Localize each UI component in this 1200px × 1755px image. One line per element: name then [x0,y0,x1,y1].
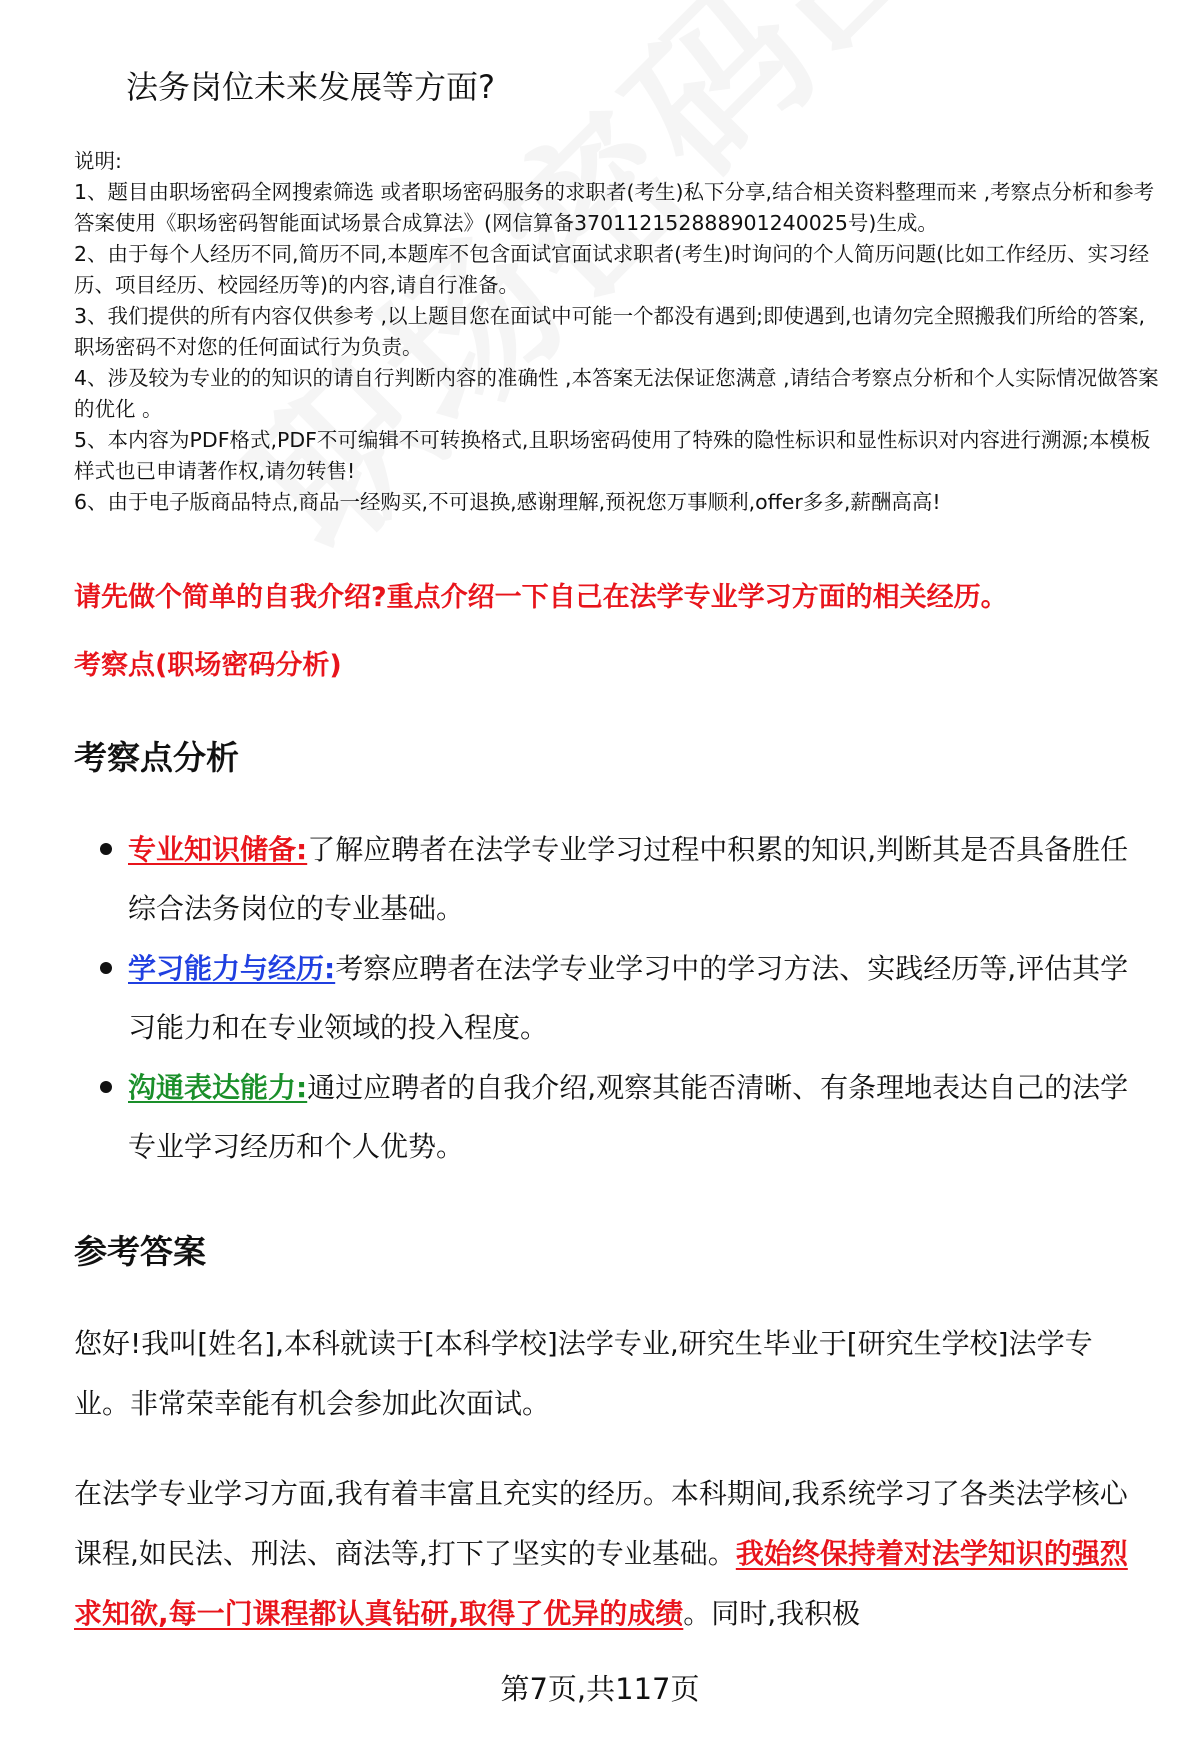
analysis-point [74,1058,1140,1176]
answer-text: 。同时,我积极 [683,1597,861,1630]
point-text: 了解应聘者在法学专业学习过程中积累的知识,判断其是否具备胜任综合法务岗位的专业基础。 [128,833,1129,925]
bullet-icon [100,1081,112,1093]
bullet-icon [100,843,112,855]
disclaimer-notes [74,146,1164,518]
point-term: 学习能力与经历: [128,952,336,985]
notes-title: 说明: [74,149,122,173]
interview-question: 请先做个简单的自我介绍?重点介绍一下自己在法学专业学习方面的相关经历。 [74,582,1008,613]
note-item: 1、题目由职场密码全网搜索筛选 或者职场密码服务的求职者(考生)私下分享,结合相关资料整理而来 ,考察点分析和参考答案使用《职场密码智能面试场景合成算法》(网信算备370112152888901240025号)生成。 [74,180,1155,235]
assessment-point-label: 考察点(职场密码分析) [74,650,342,681]
answer-heading: 参考答案 [74,1232,206,1271]
answer-text: 在法学专业学习方面,我有着丰富且充实的经历。本科期间,我系统学习了各类法学核心课程,如民法、刑法、商法等,打下了坚实的专业基础。 [74,1477,1128,1570]
previous-question-tail: 法务岗位未来发展等方面? [126,68,495,106]
note-item: 6、由于电子版商品特点,商品一经购买,不可退换,感谢理解,预祝您万事顺利,offer多多,薪酬高高! [74,490,941,514]
answer-paragraph: 您好!我叫[姓名],本科就读于[本科学校]法学专业,研究生毕业于[研究生学校]法学专业。非常荣幸能有机会参加此次面试。 [74,1327,1093,1420]
point-term: 沟通表达能力: [128,1071,308,1104]
note-item: 2、由于每个人经历不同,简历不同,本题库不包含面试官面试求职者(考生)时询问的个人简历问题(比如工作经历、实习经历、项目经历、校园经历等)的内容,请自行准备。 [74,242,1150,297]
analysis-point [74,820,1140,938]
analysis-point [74,939,1140,1057]
note-item: 4、涉及较为专业的的知识的请自行判断内容的准确性 ,本答案无法保证您满意 ,请结合考察点分析和个人实际情况做答案的优化 。 [74,366,1159,421]
analysis-heading: 考察点分析 [74,738,239,777]
analysis-points [74,820,1140,1177]
note-item: 5、本内容为PDF格式,PDF不可编辑不可转换格式,且职场密码使用了特殊的隐性标识和显性标识对内容进行溯源;本模板样式也已申请著作权,请勿转售! [74,428,1151,483]
answer-paragraph [74,1464,1144,1644]
point-text: 考察应聘者在法学专业学习中的学习方法、实践经历等,评估其学习能力和在专业领域的投入程度。 [128,952,1129,1044]
note-item: 3、我们提供的所有内容仅供参考 ,以上题目您在面试中可能一个都没有遇到;即使遇到,也请勿完全照搬我们所给的答案,职场密码不对您的任何面试行为负责。 [74,304,1146,359]
point-term: 专业知识储备: [128,833,308,866]
answer-highlight: 我始终保持着对法学知识的强烈求知欲,每一门课程都认真钻研,取得了优异的成绩 [74,1537,1128,1630]
page-number: 第7页,共117页 [500,1672,700,1706]
point-text: 通过应聘者的自我介绍,观察其能否清晰、有条理地表达自己的法学专业学习经历和个人优势。 [128,1071,1129,1163]
bullet-icon [100,962,112,974]
